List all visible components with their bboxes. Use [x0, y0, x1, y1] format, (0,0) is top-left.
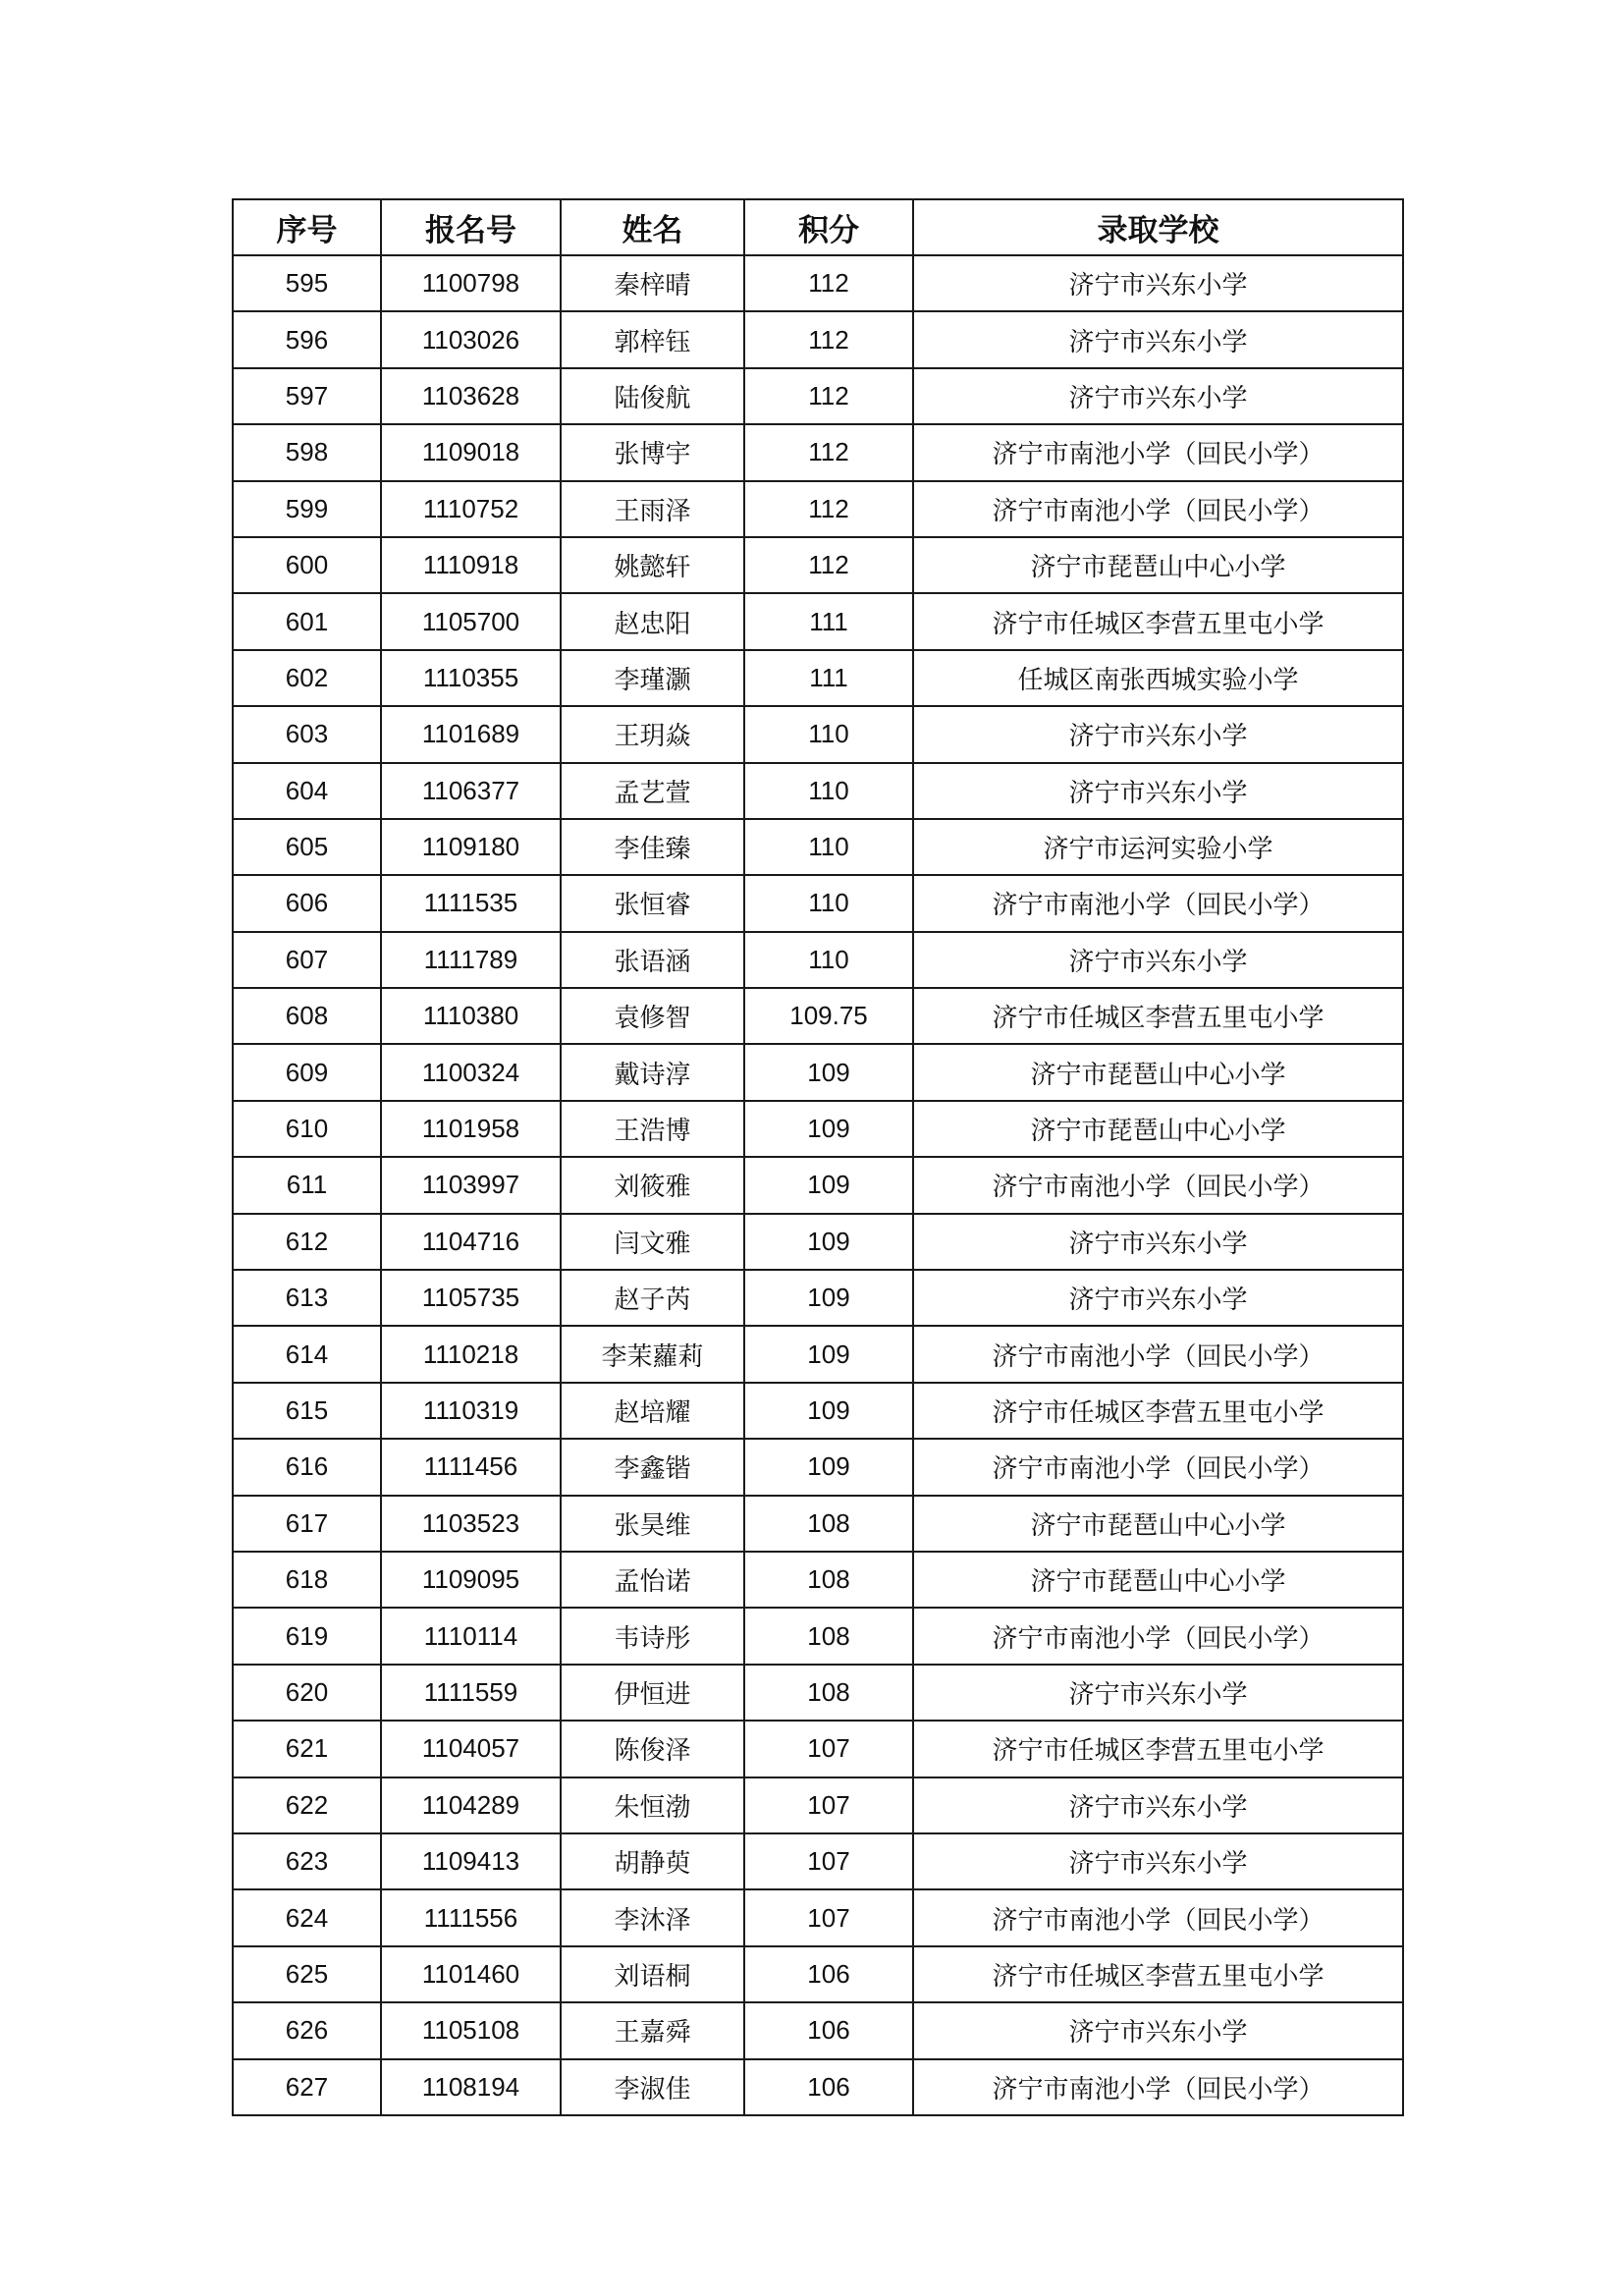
cell-name: 王玥焱 [561, 706, 744, 762]
cell-serial: 611 [233, 1157, 381, 1213]
table-row [233, 819, 1403, 875]
cell-serial: 600 [233, 537, 381, 593]
cell-registration-number: 1101689 [381, 706, 561, 762]
table-row [233, 1044, 1403, 1100]
cell-admitted-school: 济宁市兴东小学 [913, 932, 1403, 988]
cell-registration-number: 1101958 [381, 1101, 561, 1157]
cell-serial: 614 [233, 1326, 381, 1382]
cell-registration-number: 1110380 [381, 988, 561, 1044]
cell-admitted-school: 济宁市兴东小学 [913, 1665, 1403, 1721]
cell-name: 张语涵 [561, 932, 744, 988]
cell-name: 朱恒渤 [561, 1777, 744, 1833]
cell-registration-number: 1104716 [381, 1214, 561, 1270]
cell-score: 109.75 [744, 988, 913, 1044]
cell-admitted-school: 济宁市南池小学（回民小学） [913, 1608, 1403, 1664]
cell-name: 孟怡诺 [561, 1552, 744, 1608]
header-name: 姓名 [561, 199, 744, 255]
table-row [233, 1496, 1403, 1552]
cell-serial: 627 [233, 2059, 381, 2115]
cell-admitted-school: 济宁市琵琶山中心小学 [913, 537, 1403, 593]
cell-score: 111 [744, 650, 913, 706]
cell-name: 王嘉舜 [561, 2002, 744, 2058]
cell-name: 张恒睿 [561, 875, 744, 931]
cell-serial: 625 [233, 1946, 381, 2002]
cell-score: 107 [744, 1833, 913, 1889]
admission-table [232, 198, 1404, 2116]
cell-name: 郭梓钰 [561, 311, 744, 367]
cell-score: 110 [744, 932, 913, 988]
cell-score: 110 [744, 706, 913, 762]
cell-registration-number: 1110114 [381, 1608, 561, 1664]
cell-registration-number: 1103026 [381, 311, 561, 367]
cell-score: 109 [744, 1101, 913, 1157]
cell-name: 闫文雅 [561, 1214, 744, 1270]
cell-serial: 601 [233, 593, 381, 649]
table-row [233, 2002, 1403, 2058]
cell-admitted-school: 济宁市兴东小学 [913, 255, 1403, 311]
cell-serial: 605 [233, 819, 381, 875]
cell-admitted-school: 济宁市南池小学（回民小学） [913, 1157, 1403, 1213]
cell-name: 李淑佳 [561, 2059, 744, 2115]
cell-serial: 618 [233, 1552, 381, 1608]
cell-serial: 597 [233, 368, 381, 424]
cell-score: 106 [744, 2059, 913, 2115]
table-row [233, 1777, 1403, 1833]
table-row [233, 988, 1403, 1044]
cell-admitted-school: 济宁市南池小学（回民小学） [913, 1439, 1403, 1495]
table-row [233, 706, 1403, 762]
cell-serial: 619 [233, 1608, 381, 1664]
cell-serial: 616 [233, 1439, 381, 1495]
cell-score: 109 [744, 1044, 913, 1100]
cell-score: 112 [744, 537, 913, 593]
cell-serial: 610 [233, 1101, 381, 1157]
cell-name: 李茉蘿莉 [561, 1326, 744, 1382]
cell-serial: 598 [233, 424, 381, 480]
cell-admitted-school: 济宁市琵琶山中心小学 [913, 1496, 1403, 1552]
cell-score: 106 [744, 1946, 913, 2002]
cell-admitted-school: 济宁市南池小学（回民小学） [913, 1326, 1403, 1382]
header-admitted-school: 录取学校 [913, 199, 1403, 255]
cell-admitted-school: 济宁市兴东小学 [913, 763, 1403, 819]
cell-score: 109 [744, 1157, 913, 1213]
cell-registration-number: 1105700 [381, 593, 561, 649]
table-row [233, 1721, 1403, 1777]
cell-registration-number: 1110355 [381, 650, 561, 706]
cell-name: 姚懿轩 [561, 537, 744, 593]
cell-registration-number: 1110752 [381, 481, 561, 537]
cell-registration-number: 1109018 [381, 424, 561, 480]
cell-name: 孟艺萱 [561, 763, 744, 819]
cell-serial: 620 [233, 1665, 381, 1721]
table-row [233, 763, 1403, 819]
cell-score: 112 [744, 311, 913, 367]
cell-admitted-school: 济宁市琵琶山中心小学 [913, 1044, 1403, 1100]
cell-registration-number: 1100324 [381, 1044, 561, 1100]
table-row [233, 1157, 1403, 1213]
cell-admitted-school: 济宁市运河实验小学 [913, 819, 1403, 875]
cell-admitted-school: 济宁市任城区李营五里屯小学 [913, 1946, 1403, 2002]
cell-admitted-school: 济宁市南池小学（回民小学） [913, 2059, 1403, 2115]
cell-admitted-school: 济宁市任城区李营五里屯小学 [913, 1721, 1403, 1777]
cell-registration-number: 1103523 [381, 1496, 561, 1552]
cell-score: 107 [744, 1889, 913, 1945]
cell-serial: 615 [233, 1383, 381, 1439]
cell-name: 赵子芮 [561, 1270, 744, 1326]
cell-name: 王雨泽 [561, 481, 744, 537]
cell-score: 109 [744, 1270, 913, 1326]
cell-score: 109 [744, 1439, 913, 1495]
cell-name: 张昊维 [561, 1496, 744, 1552]
cell-admitted-school: 济宁市兴东小学 [913, 1214, 1403, 1270]
cell-score: 106 [744, 2002, 913, 2058]
cell-serial: 608 [233, 988, 381, 1044]
cell-serial: 623 [233, 1833, 381, 1889]
cell-registration-number: 1104289 [381, 1777, 561, 1833]
cell-serial: 604 [233, 763, 381, 819]
cell-admitted-school: 济宁市兴东小学 [913, 706, 1403, 762]
cell-score: 109 [744, 1214, 913, 1270]
cell-admitted-school: 济宁市南池小学（回民小学） [913, 1889, 1403, 1945]
cell-admitted-school: 济宁市兴东小学 [913, 2002, 1403, 2058]
cell-registration-number: 1103997 [381, 1157, 561, 1213]
cell-serial: 606 [233, 875, 381, 931]
table-row [233, 1326, 1403, 1382]
cell-name: 赵忠阳 [561, 593, 744, 649]
cell-name: 李鑫锴 [561, 1439, 744, 1495]
cell-score: 108 [744, 1608, 913, 1664]
table-row [233, 255, 1403, 311]
cell-admitted-school: 济宁市兴东小学 [913, 1777, 1403, 1833]
cell-score: 108 [744, 1552, 913, 1608]
cell-registration-number: 1109180 [381, 819, 561, 875]
header-serial: 序号 [233, 199, 381, 255]
cell-serial: 609 [233, 1044, 381, 1100]
cell-admitted-school: 济宁市南池小学（回民小学） [913, 875, 1403, 931]
cell-registration-number: 1111456 [381, 1439, 561, 1495]
cell-serial: 622 [233, 1777, 381, 1833]
table-row [233, 1552, 1403, 1608]
cell-name: 张博宇 [561, 424, 744, 480]
cell-admitted-school: 济宁市兴东小学 [913, 368, 1403, 424]
cell-serial: 596 [233, 311, 381, 367]
header-score: 积分 [744, 199, 913, 255]
cell-name: 李沐泽 [561, 1889, 744, 1945]
cell-score: 112 [744, 368, 913, 424]
table-header-row [233, 199, 1403, 255]
cell-score: 110 [744, 819, 913, 875]
cell-serial: 602 [233, 650, 381, 706]
table-row [233, 932, 1403, 988]
cell-score: 107 [744, 1721, 913, 1777]
cell-name: 陈俊泽 [561, 1721, 744, 1777]
table-row [233, 1833, 1403, 1889]
table-row [233, 1665, 1403, 1721]
header-registration-number: 报名号 [381, 199, 561, 255]
cell-admitted-school: 济宁市兴东小学 [913, 1270, 1403, 1326]
cell-score: 112 [744, 255, 913, 311]
cell-registration-number: 1103628 [381, 368, 561, 424]
cell-name: 王浩博 [561, 1101, 744, 1157]
cell-registration-number: 1105735 [381, 1270, 561, 1326]
table-row [233, 875, 1403, 931]
cell-serial: 603 [233, 706, 381, 762]
cell-registration-number: 1111535 [381, 875, 561, 931]
cell-name: 李佳臻 [561, 819, 744, 875]
cell-name: 韦诗彤 [561, 1608, 744, 1664]
cell-score: 111 [744, 593, 913, 649]
cell-admitted-school: 济宁市兴东小学 [913, 311, 1403, 367]
table-row [233, 1608, 1403, 1664]
cell-registration-number: 1109095 [381, 1552, 561, 1608]
table-row [233, 1101, 1403, 1157]
table-row [233, 2059, 1403, 2115]
cell-serial: 621 [233, 1721, 381, 1777]
table-row [233, 650, 1403, 706]
cell-name: 秦梓晴 [561, 255, 744, 311]
table-row [233, 311, 1403, 367]
table-row [233, 368, 1403, 424]
cell-admitted-school: 济宁市任城区李营五里屯小学 [913, 593, 1403, 649]
cell-score: 112 [744, 481, 913, 537]
table-row [233, 1439, 1403, 1495]
cell-serial: 607 [233, 932, 381, 988]
cell-admitted-school: 济宁市任城区李营五里屯小学 [913, 1383, 1403, 1439]
cell-name: 刘语桐 [561, 1946, 744, 2002]
cell-score: 108 [744, 1496, 913, 1552]
cell-score: 112 [744, 424, 913, 480]
table-row [233, 1270, 1403, 1326]
cell-registration-number: 1111559 [381, 1665, 561, 1721]
cell-name: 伊恒进 [561, 1665, 744, 1721]
cell-registration-number: 1110218 [381, 1326, 561, 1382]
cell-registration-number: 1111789 [381, 932, 561, 988]
cell-registration-number: 1101460 [381, 1946, 561, 2002]
cell-registration-number: 1106377 [381, 763, 561, 819]
table-row [233, 1383, 1403, 1439]
cell-score: 110 [744, 875, 913, 931]
cell-admitted-school: 济宁市南池小学（回民小学） [913, 424, 1403, 480]
cell-serial: 626 [233, 2002, 381, 2058]
table-row [233, 1214, 1403, 1270]
cell-serial: 599 [233, 481, 381, 537]
cell-admitted-school: 济宁市琵琶山中心小学 [913, 1101, 1403, 1157]
cell-serial: 595 [233, 255, 381, 311]
cell-name: 袁修智 [561, 988, 744, 1044]
table-row [233, 424, 1403, 480]
table-row [233, 537, 1403, 593]
cell-registration-number: 1100798 [381, 255, 561, 311]
table-row [233, 1946, 1403, 2002]
cell-registration-number: 1109413 [381, 1833, 561, 1889]
cell-name: 戴诗淳 [561, 1044, 744, 1100]
cell-serial: 624 [233, 1889, 381, 1945]
cell-name: 李瑾灏 [561, 650, 744, 706]
cell-score: 107 [744, 1777, 913, 1833]
cell-registration-number: 1105108 [381, 2002, 561, 2058]
table-row [233, 1889, 1403, 1945]
cell-name: 刘筱雅 [561, 1157, 744, 1213]
cell-registration-number: 1104057 [381, 1721, 561, 1777]
cell-admitted-school: 济宁市琵琶山中心小学 [913, 1552, 1403, 1608]
table-row [233, 481, 1403, 537]
cell-admitted-school: 济宁市任城区李营五里屯小学 [913, 988, 1403, 1044]
cell-registration-number: 1110319 [381, 1383, 561, 1439]
cell-admitted-school: 济宁市南池小学（回民小学） [913, 481, 1403, 537]
cell-name: 赵培耀 [561, 1383, 744, 1439]
cell-registration-number: 1111556 [381, 1889, 561, 1945]
cell-name: 胡静萸 [561, 1833, 744, 1889]
cell-name: 陆俊航 [561, 368, 744, 424]
cell-score: 108 [744, 1665, 913, 1721]
cell-serial: 617 [233, 1496, 381, 1552]
table-body [233, 255, 1403, 2115]
table-row [233, 593, 1403, 649]
cell-admitted-school: 济宁市兴东小学 [913, 1833, 1403, 1889]
cell-score: 109 [744, 1383, 913, 1439]
cell-serial: 613 [233, 1270, 381, 1326]
cell-score: 110 [744, 763, 913, 819]
cell-registration-number: 1108194 [381, 2059, 561, 2115]
cell-registration-number: 1110918 [381, 537, 561, 593]
cell-score: 109 [744, 1326, 913, 1382]
cell-admitted-school: 任城区南张西城实验小学 [913, 650, 1403, 706]
cell-serial: 612 [233, 1214, 381, 1270]
